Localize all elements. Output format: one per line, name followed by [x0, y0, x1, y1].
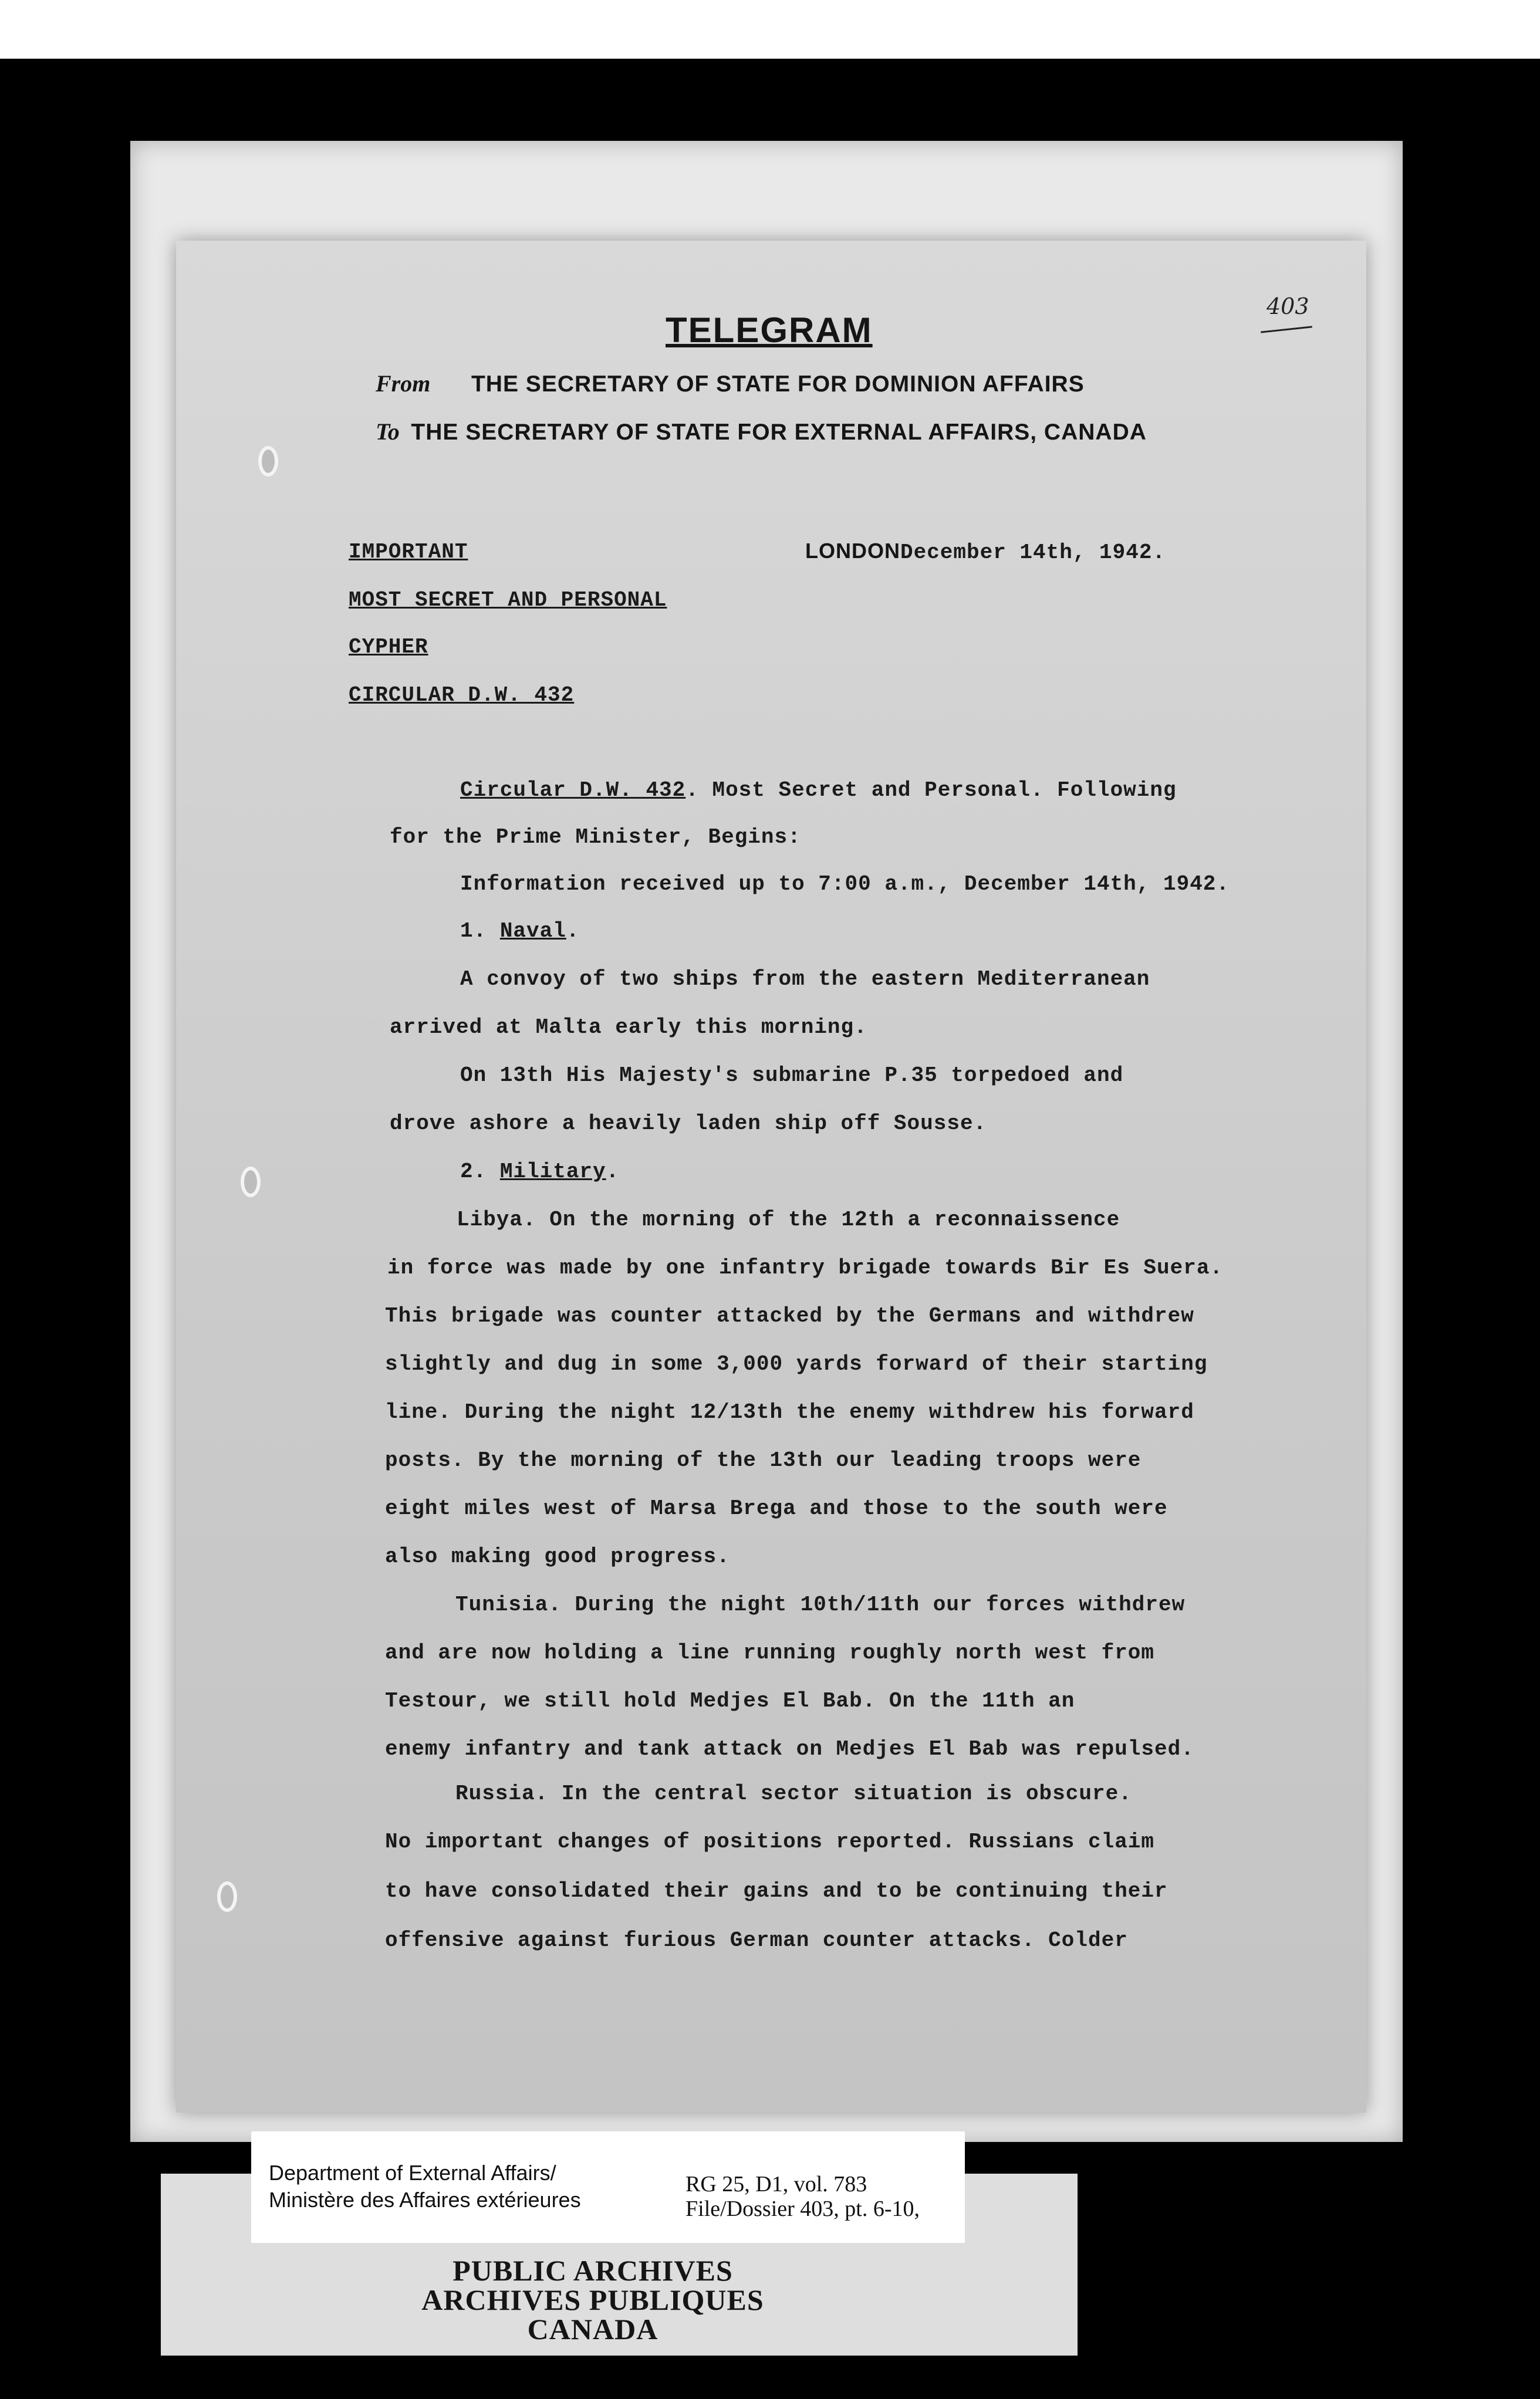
- date: December 14th, 1942.: [900, 540, 1166, 565]
- naval-p1-line-2: arrived at Malta early this morning.: [390, 1015, 867, 1039]
- naval-p2-line-2: drove ashore a heavily laden ship off Sousse.: [390, 1111, 987, 1136]
- folio-number: 403: [1267, 293, 1309, 319]
- archives-stamp-line-2: ARCHIVES PUBLIQUES: [421, 2283, 764, 2316]
- libya-line-8: also making good progress.: [385, 1545, 730, 1569]
- tunisia-line-2: and are now holding a line running roughly north west from: [385, 1641, 1155, 1665]
- intro-line-1: [460, 778, 1177, 802]
- tunisia-line-1: Tunisia. During the night 10th/11th our forces withdrew: [455, 1593, 1186, 1617]
- naval-heading-line: [460, 919, 579, 943]
- libya-line-2: in force was made by one infantry brigade towards Bir Es Suera.: [387, 1256, 1224, 1280]
- military-heading: Military: [499, 1160, 606, 1184]
- from-line: [376, 370, 1085, 397]
- punch-hole-icon: [258, 446, 278, 477]
- from-text: THE SECRETARY OF STATE FOR DOMINION AFFAIRS: [471, 371, 1085, 397]
- circular-marking: CIRCULAR D.W. 432: [349, 683, 575, 707]
- naval-p1-line-1: A convoy of two ships from the eastern Mediterranean: [460, 967, 1150, 991]
- military-number: 2.: [460, 1160, 500, 1184]
- punch-hole-icon: [241, 1167, 261, 1197]
- russia-line-1: Russia. In the central sector situation is obscure.: [455, 1782, 1132, 1806]
- libya-line-5: line. During the night 12/13th the enemy withdrew his forward: [385, 1400, 1194, 1424]
- place-date: [805, 539, 1166, 565]
- russia-line-2: No important changes of positions reported. Russians claim: [385, 1830, 1155, 1854]
- archives-stamp-line-3: CANADA: [527, 2313, 658, 2346]
- military-dot: .: [606, 1160, 620, 1184]
- info-line: Information received up to 7:00 a.m., December 14th, 1942.: [460, 872, 1230, 896]
- libya-line-7: eight miles west of Marsa Brega and those to the south were: [385, 1496, 1168, 1521]
- russia-line-4: offensive against furious German counter attacks. Colder: [385, 1928, 1128, 1952]
- naval-number: 1.: [460, 919, 500, 943]
- archive-reference-label: [251, 2131, 965, 2243]
- ref-line-1: RG 25, D1, vol. 783: [685, 2172, 867, 2197]
- from-label: From: [376, 370, 431, 397]
- naval-p2-line-1: On 13th His Majesty's submarine P.35 torpedoed and: [460, 1063, 1124, 1087]
- to-text: THE SECRETARY OF STATE FOR EXTERNAL AFFAIRS, CANADA: [411, 420, 1147, 445]
- intro-line-2: for the Prime Minister, Begins:: [390, 825, 801, 849]
- intro-ref: Circular D.W. 432: [460, 778, 686, 802]
- to-label: To: [376, 418, 400, 445]
- libya-line-6: posts. By the morning of the 13th our leading troops were: [385, 1448, 1142, 1472]
- tunisia-line-3: Testour, we still hold Medjes El Bab. On the 11th an: [385, 1689, 1075, 1713]
- libya-line-1: Libya. On the morning of the 12th a reconnaissence: [457, 1208, 1120, 1232]
- cypher-marking: CYPHER: [349, 635, 428, 659]
- libya-line-4: slightly and dug in some 3,000 yards forward of their starting: [385, 1352, 1208, 1376]
- telegram-title: TELEGRAM: [666, 310, 873, 350]
- tunisia-line-4: enemy infantry and tank attack on Medjes El Bab was repulsed.: [385, 1737, 1194, 1761]
- important-marking: IMPORTANT: [349, 540, 468, 564]
- secrecy-marking: MOST SECRET AND PERSONAL: [349, 588, 667, 612]
- dept-en: Department of External Affairs/: [269, 2161, 556, 2185]
- place: LONDON: [805, 539, 900, 563]
- dept-fr: Ministère des Affaires extérieures: [269, 2188, 581, 2212]
- punch-hole-icon: [217, 1881, 237, 1912]
- naval-dot: .: [566, 919, 580, 943]
- military-heading-line: [460, 1160, 619, 1184]
- archives-stamp-line-1: PUBLIC ARCHIVES: [452, 2254, 733, 2287]
- film-top-border: [0, 0, 1540, 59]
- russia-line-3: to have consolidated their gains and to be continuing their: [385, 1879, 1168, 1903]
- to-line: [376, 418, 1147, 445]
- libya-line-3: This brigade was counter attacked by the Germans and withdrew: [385, 1304, 1194, 1328]
- ref-line-2: File/Dossier 403, pt. 6-10,: [685, 2197, 920, 2221]
- naval-heading: Naval: [499, 919, 566, 943]
- intro-rest: . Most Secret and Personal. Following: [685, 778, 1177, 802]
